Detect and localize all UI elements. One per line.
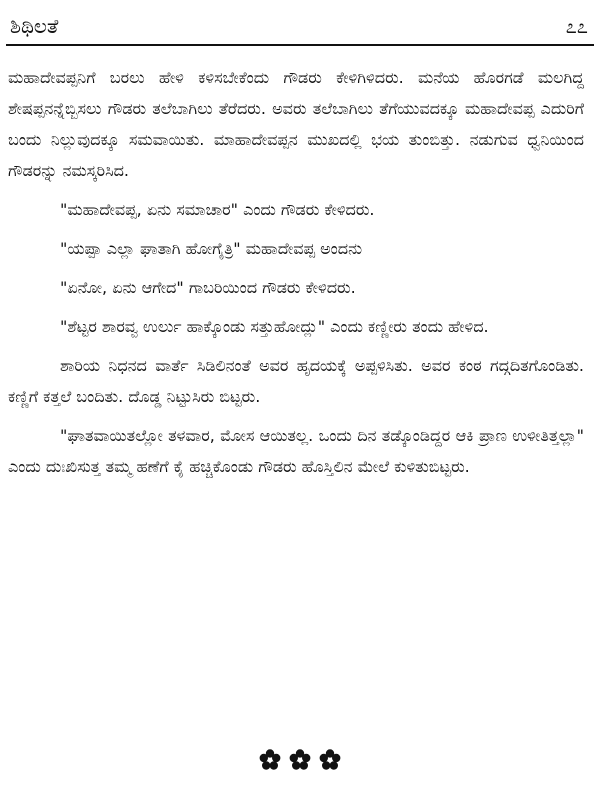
paragraph: "ಶೆಟ್ಟರ ಶಾರವ್ವ ಉರ್ಲು ಹಾಕ್ಕೊಂಡು ಸತ್ತುಹೋದ್ಲು" ಎಂದು ಕಣ್ಣೀರು ತಂದು ಹೇಳಿದ.: [60, 317, 489, 336]
flower-ornament-icon: [288, 748, 312, 772]
page-number: ೭೭: [565, 14, 588, 38]
paragraph: "ಏನೋ, ಏನು ಆಗೇದ" ಗಾಬರಿಯಿಂದ ಗೌಡರು ಕೇಳಿದರು.: [60, 278, 356, 297]
flower-ornament-icon: [318, 748, 342, 772]
paragraph: ಮಹಾದೇವಪ್ಪನಿಗೆ ಬರಲು ಹೇಳಿ ಕಳಿಸಬೇಕೆಂದು ಗೌಡರು ಕೇಳಿಗಿಳಿದರು. ಮನೆಯ ಹೊರಗಡೆ ಮಲಗಿದ್ದ ಶೇಷಪ್ಪನನ್ನೆಬ್ಬಿಸಲು ಗೌಡರು ತಲೆಬಾಗಿಲು ತೆರೆದರು. ಅವರು ತಲೆಬಾಗಿಲು ತೆಗೆಯುವದಕ್ಕೂ ಮಹಾದೇವಪ್ಪ ಎದುರಿಗೆ ಬಂದು ನಿಲ್ಲುವುದಕ್ಕೂ ಸಮವಾಯಿತು. ಮಾಹಾದೇವಪ್ಪನ ಮುಖದಲ್ಲಿ ಭಯ ತುಂಬಿತ್ತು. ನಡುಗುವ ಧ್ವನಿಯಿಂದ ಗೌಡರನ್ನು ನಮಸ್ಕರಿಸಿದ.: [8, 68, 584, 180]
paragraph: "ಯಪ್ಪಾ ಎಲ್ಲಾ ಘಾತಾಗಿ ಹೋಗೈತ್ರಿ" ಮಹಾದೇವಪ್ಪ ಅಂದನು: [60, 239, 363, 258]
paragraph: ಶಾರಿಯ ನಿಧನದ ವಾರ್ತೆ ಸಿಡಿಲಿನಂತೆ ಅವರ ಹೃದಯಕ್ಕೆ ಅಪ್ಪಳಿಸಿತು. ಅವರ ಕಂಠ ಗದ್ಗದಿತಗೊಂಡಿತು. ಕಣ್ಣಿಗೆ ಕತ್ತಲೆ ಬಂದಿತು. ದೊಡ್ಡ ನಿಟ್ಟುಸಿರು ಬಿಟ್ಟರು.: [8, 356, 584, 406]
paragraph: "ಘಾತವಾಯಿತಲ್ಲೋ ತಳವಾರ, ಮೋಸ ಆಯಿತಲ್ಲ. ಒಂದು ದಿನ ತಡ್ಕೊಂಡಿದ್ದರ ಆಕಿ ಪ್ರಾಣ ಉಳೀತಿತ್ತಲ್ಲಾ" ಎಂದು ದುಃಖಿಸುತ್ತ ತಮ್ಮ ಹಣೆಗೆ ಕೈ ಹಚ್ಚಿಕೊಂಡು ಗೌಡರು ಹೊಸ್ತಿಲಿನ ಮೇಲೆ ಕುಳಿತುಬಿಟ್ಟರು.: [8, 426, 584, 476]
running-header: [10, 14, 588, 42]
chapter-title: ಶಿಥಿಲತೆ: [10, 14, 59, 38]
body-text: [8, 62, 584, 490]
flower-ornament-icon: [258, 748, 282, 772]
header-rule: [6, 44, 594, 46]
end-ornament: [0, 748, 600, 772]
paragraph: "ಮಹಾದೇವಪ್ಪ, ಏನು ಸಮಾಚಾರ" ಎಂದು ಗೌಡರು ಕೇಳಿದರು.: [60, 200, 375, 219]
